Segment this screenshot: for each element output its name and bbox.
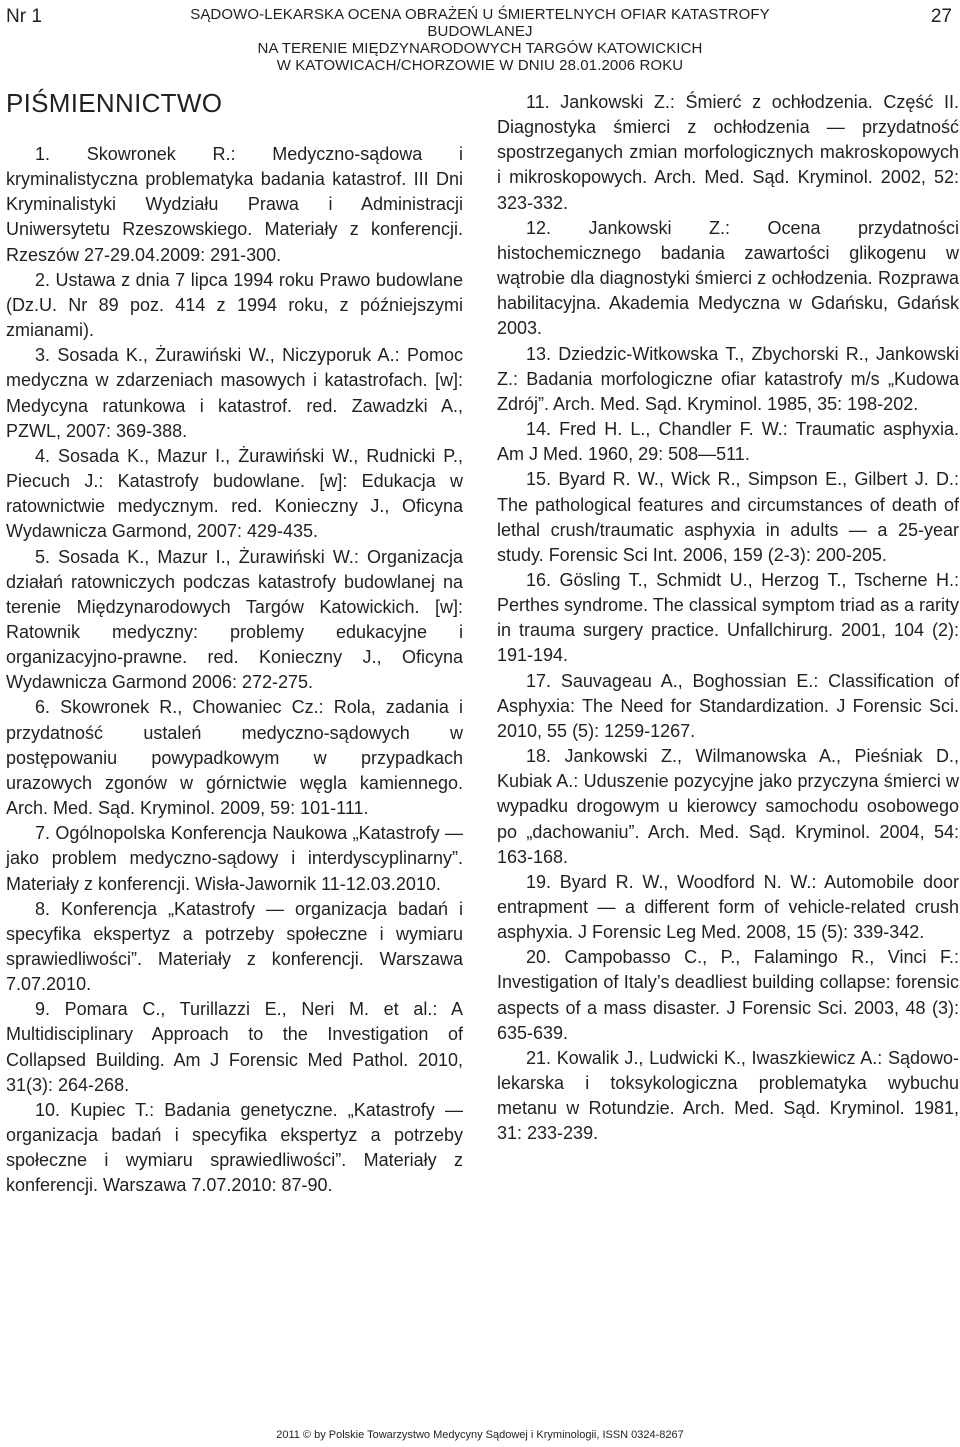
reference-item: 14. Fred H. L., Chandler F. W.: Traumatic asphyxia. Am J Med. 1960, 29: 508—511. — [497, 419, 959, 465]
reference-item: 4. Sosada K., Mazur I., Żurawiński W., Rudnicki P., Piecuch J.: Katastrofy budowlane. [w]: Edukacja w ratownictwie medycznym. red. Konieczny J., Oficyna Wydawnicza Garmond, 2007: 429-435. — [6, 445, 463, 542]
reference-item: 13. Dziedzic-Witkowska T., Zbychorski R., Jankowski Z.: Badania morfologiczne ofiar katastrofy m/s „Kudowa Zdrój”. Arch. Med. Sąd. Kryminol. 1985, 35: 198-202. — [497, 343, 959, 414]
reference-item: 11. Jankowski Z.: Śmierć z ochłodzenia. Część II. Diagnostyka śmierci z ochłodzenia — przydatność spostrzeganych zmian morfologicznych makroskopowych i mikroskopowych. Arch. Med. Sąd. Kryminol. 2002, 52: 323-332. — [497, 92, 959, 213]
reference-item: 9. Pomara C., Turillazzi E., Neri M. et al.: A Multidisciplinary Approach to the Investigation of Collapsed Building. Am J Forensic Med Pathol. 2010, 31(3): 264-268. — [6, 999, 463, 1095]
running-header — [140, 6, 820, 74]
reference-item: 16. Gösling T., Schmidt U., Herzog T., Tscherne H.: Perthes syndrome. The classical symptom triad as a rarity in trauma surgery practice. Unfallchirurg. 2001, 104 (2): 191-194. — [497, 569, 959, 666]
header-title-line: W KATOWICACH/CHORZOWIE W DNIU 28.01.2006 ROKU — [276, 57, 684, 74]
reference-item: 1. Skowronek R.: Medyczno-sądowa i kryminalistyczna problematyka badania katastrof. III Dni Kryminalistyki Wydziału Prawa i Administracji Uniwersytetu Rzeszowskiego. Materiały z konferencji. Rzeszów 27-29.04.2009: 291-300. — [6, 144, 463, 265]
reference-item: 12. Jankowski Z.: Ocena przydatności histochemicznego badania zawartości glikogenu w wątrobie dla diagnostyki śmierci z ochłodzenia. Rozprawa habilitacyjna. Akademia Medyczna w Gdańsku, Gdańsk 2003. — [497, 217, 959, 339]
reference-item: 21. Kowalik J., Ludwicki K., Iwaszkiewicz A.: Sądowo-lekarska i toksykologiczna problematyka wybuchu metanu w Rotundzie. Arch. Med. Sąd. Kryminol. 1981, 31: 233-239. — [497, 1047, 959, 1144]
reference-item: 18. Jankowski Z., Wilmanowska A., Pieśniak D., Kubiak A.: Uduszenie pozycyjne jako przyczyna śmierci w wypadku drogowym u kierowcy samochodu osobowego po „dachowaniu”. Arch. Med. Sąd. Kryminol. 2004, 54: 163-168. — [497, 746, 959, 867]
reference-item: 3. Sosada K., Żurawiński W., Niczyporuk A.: Pomoc medyczna w zdarzeniach masowych i katastrofach. [w]: Medycyna ratunkowa i katastrof. red. Zawadzki A., PZWL, 2007: 369-388. — [6, 345, 463, 441]
copyright-footer: 2011 © by Polskie Towarzystwo Medycyny Sądowej i Kryminologii, ISSN 0324-8267 — [276, 1429, 684, 1441]
reference-item: 10. Kupiec T.: Badania genetyczne. „Katastrofy — organizacja badań i specyfika ekspertyz a potrzeby społeczne i wymiaru sprawiedliwości”. Materiały z konferencji. Warszawa 7.07.2010: 87-90. — [6, 1099, 463, 1196]
issue-number: Nr 1 — [6, 6, 42, 27]
reference-item: 8. Konferencja „Katastrofy — organizacja badań i specyfika ekspertyz a potrzeby społeczne i wymiaru sprawiedliwości”. Materiały z konferencji. Warszawa 7.07.2010. — [6, 898, 463, 995]
header-title-line: NA TERENIE MIĘDZYNARODOWYCH TARGÓW KATOWICKICH — [257, 40, 703, 57]
references-column-left — [6, 142, 463, 1199]
reference-item: 15. Byard R. W., Wick R., Simpson E., Gilbert J. D.: The pathological features and circumstances of death of lethal crush/traumatic asphyxia in adults — a 25-year study. Forensic Sci Int. 2006, 159 (2-3): 200-205. — [497, 469, 959, 565]
reference-item: 6. Skowronek R., Chowaniec Cz.: Rola, zadania i przydatność ustaleń medyczno-sądowych w postępowaniu powypadkowym w przypadkach urazowych zgonów w górnictwie węgla kamiennego. Arch. Med. Sąd. Kryminol. 2009, 59: 101-111. — [6, 697, 463, 819]
reference-item: 5. Sosada K., Mazur I., Żurawiński W.: Organizacja działań ratowniczych podczas katastrofy budowlanej na terenie Międzynarodowych Targów Katowickich. [w]: Ratownik medyczny: problemy edukacyjne i organizacyjno-prawne. red. Konieczny J., Oficyna Wydawnicza Garmond 2006: 272-275. — [6, 546, 463, 693]
section-title: PIŚMIENNICTWO — [6, 88, 223, 118]
reference-item: 20. Campobasso C., P., Falamingo R., Vinci F.: Investigation of Italy’s deadliest building collapse: forensic aspects of a mass disaster. J Forensic Sci. 2003, 48 (3): 635-639. — [497, 947, 959, 1043]
reference-item: 2. Ustawa z dnia 7 lipca 1994 roku Prawo budowlane (Dz.U. Nr 89 poz. 414 z 1994 roku, z późniejszymi zmianami). — [6, 269, 463, 341]
reference-item: 19. Byard R. W., Woodford N. W.: Automobile door entrapment — a different form of vehicle-related crush asphyxia. J Forensic Leg Med. 2008, 15 (5): 339-342. — [497, 871, 959, 943]
page-number: 27 — [930, 6, 952, 27]
reference-item: 17. Sauvageau A., Boghossian E.: Classification of Asphyxia: The Need for Standardization. J Forensic Sci. 2010, 55 (5): 1259-1267. — [497, 670, 959, 741]
header-title-line: SĄDOWO-LEKARSKA OCENA OBRAŻEŃ U ŚMIERTELNYCH OFIAR KATASTROFY BUDOWLANEJ — [190, 6, 770, 40]
reference-item: 7. Ogólnopolska Konferencja Naukowa „Katastrofy — jako problem medyczno-sądowy i interdyscyplinarny”. Materiały z konferencji. Wisła-Jawornik 11-12.03.2010. — [6, 823, 463, 894]
references-column-right — [497, 90, 959, 1147]
